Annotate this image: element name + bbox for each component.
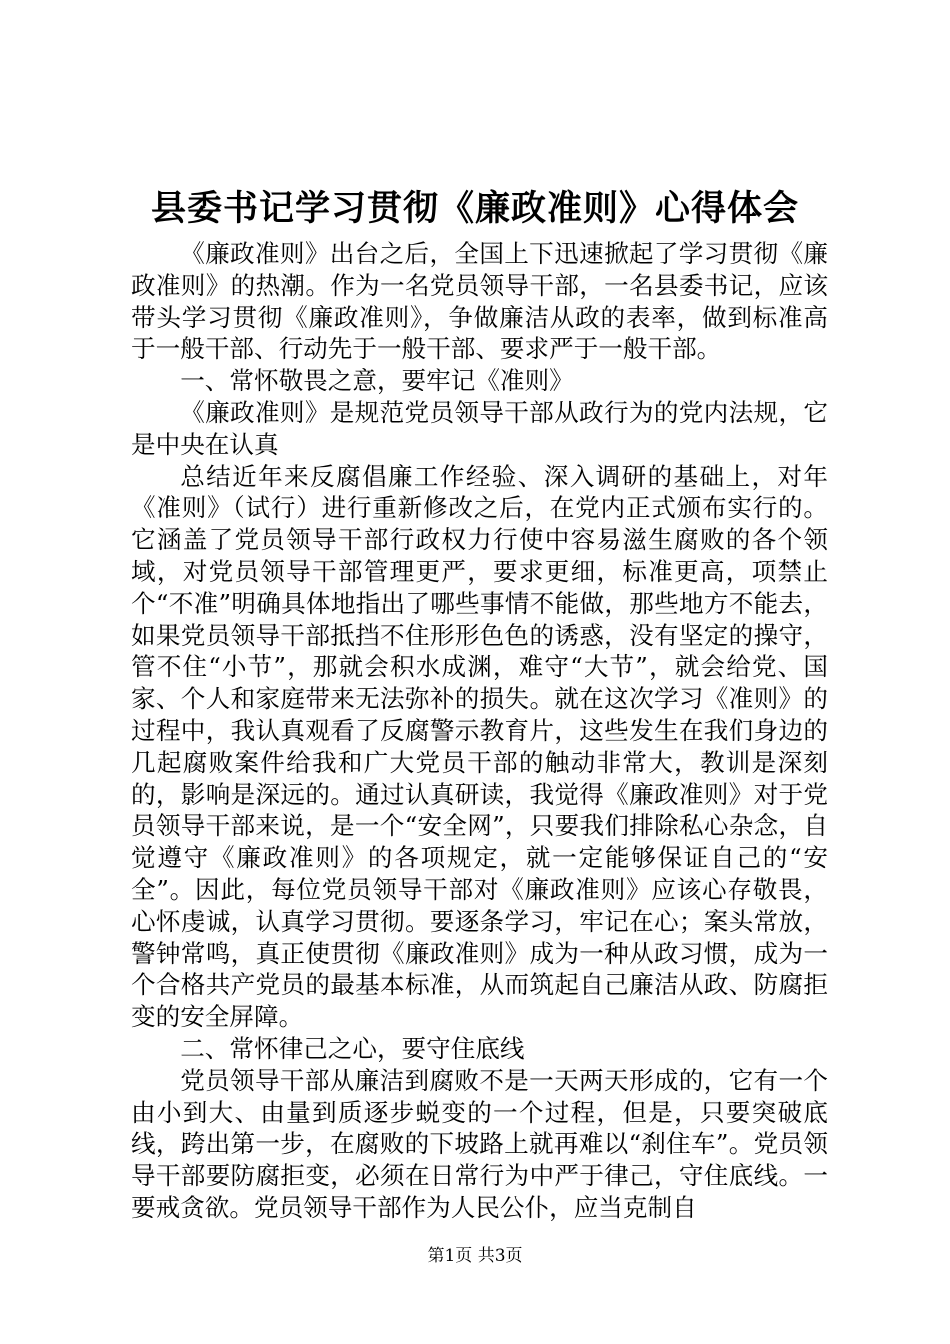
paragraph-section1-b: 总结近年来反腐倡廉工作经验、深入调研的基础上，对年《准则》（试行）进行重新修改之后，在党内正式颁布实行的。它涵盖了党员领导干部行政权力行使中容易滋生腐败的各个领域，对党员领导干部管理更严，要求更细，标准更高，项禁止个“不准”明确具体地指出了哪些事情不能做，那些地方不能去，如果党员领导干部抵挡不住形形色色的诱惑，没有坚定的操守，管不住“小节”，那就会积水成渊，难守“大节”，就会给党、国家、个人和家庭带来无法弥补的损失。就在这次学习《准则》的过程中，我认真观看了反腐警示教育片，这些发生在我们身边的几起腐败案件给我和广大党员干部的触动非常大，教训是深刻的，影响是深远的。通过认真研读，我觉得《廉政准则》对于党员领导干部来说，是一个“安全网”，只要我们排除私心杂念，自觉遵守《廉政准则》的各项规定，就一定能够保证自己的“安全”。因此，每位党员领导干部对《廉政准则》应该心存敬畏，心怀虔诚，认真学习贯彻。要逐条学习，牢记在心；案头常放，警钟常鸣，真正使贯彻《廉政准则》成为一种从政习惯，成为一个合格共产党员的最基本标准，从而筑起自己廉洁从政、防腐拒变的安全屏障。 (131, 461, 828, 1032)
page-footer: 第1页 共3页 (427, 1246, 523, 1266)
section-heading-2: 二、常怀律己之心，要守住底线 (180, 1033, 525, 1063)
section-heading-1: 一、常怀敬畏之意，要牢记《准则》 (180, 366, 574, 396)
paragraph-intro: 《廉政准则》出台之后，全国上下迅速掀起了学习贯彻《廉政准则》的热潮。作为一名党员领导干部，一名县委书记，应该带头学习贯彻《廉政准则》，争做廉洁从政的表率，做到标准高于一般干部、行动先于一般干部、要求严于一般干部。 (131, 239, 828, 364)
document-title: 县委书记学习贯彻《廉政准则》心得体会 (150, 189, 799, 229)
paragraph-section2-a: 党员领导干部从廉洁到腐败不是一天两天形成的，它有一个由小到大、由量到质逐步蜕变的一个过程，但是，只要突破底线，跨出第一步，在腐败的下坡路上就再难以“刹住车”。党员领导干部要防腐拒变，必须在日常行为中严于律己，守住底线。一要戒贪欲。党员领导干部作为人民公仆，应当克制自 (131, 1065, 828, 1222)
document-body (131, 238, 828, 1224)
paragraph-section1-a: 《廉政准则》是规范党员领导干部从政行为的党内法规，它是中央在认真 (131, 397, 828, 459)
